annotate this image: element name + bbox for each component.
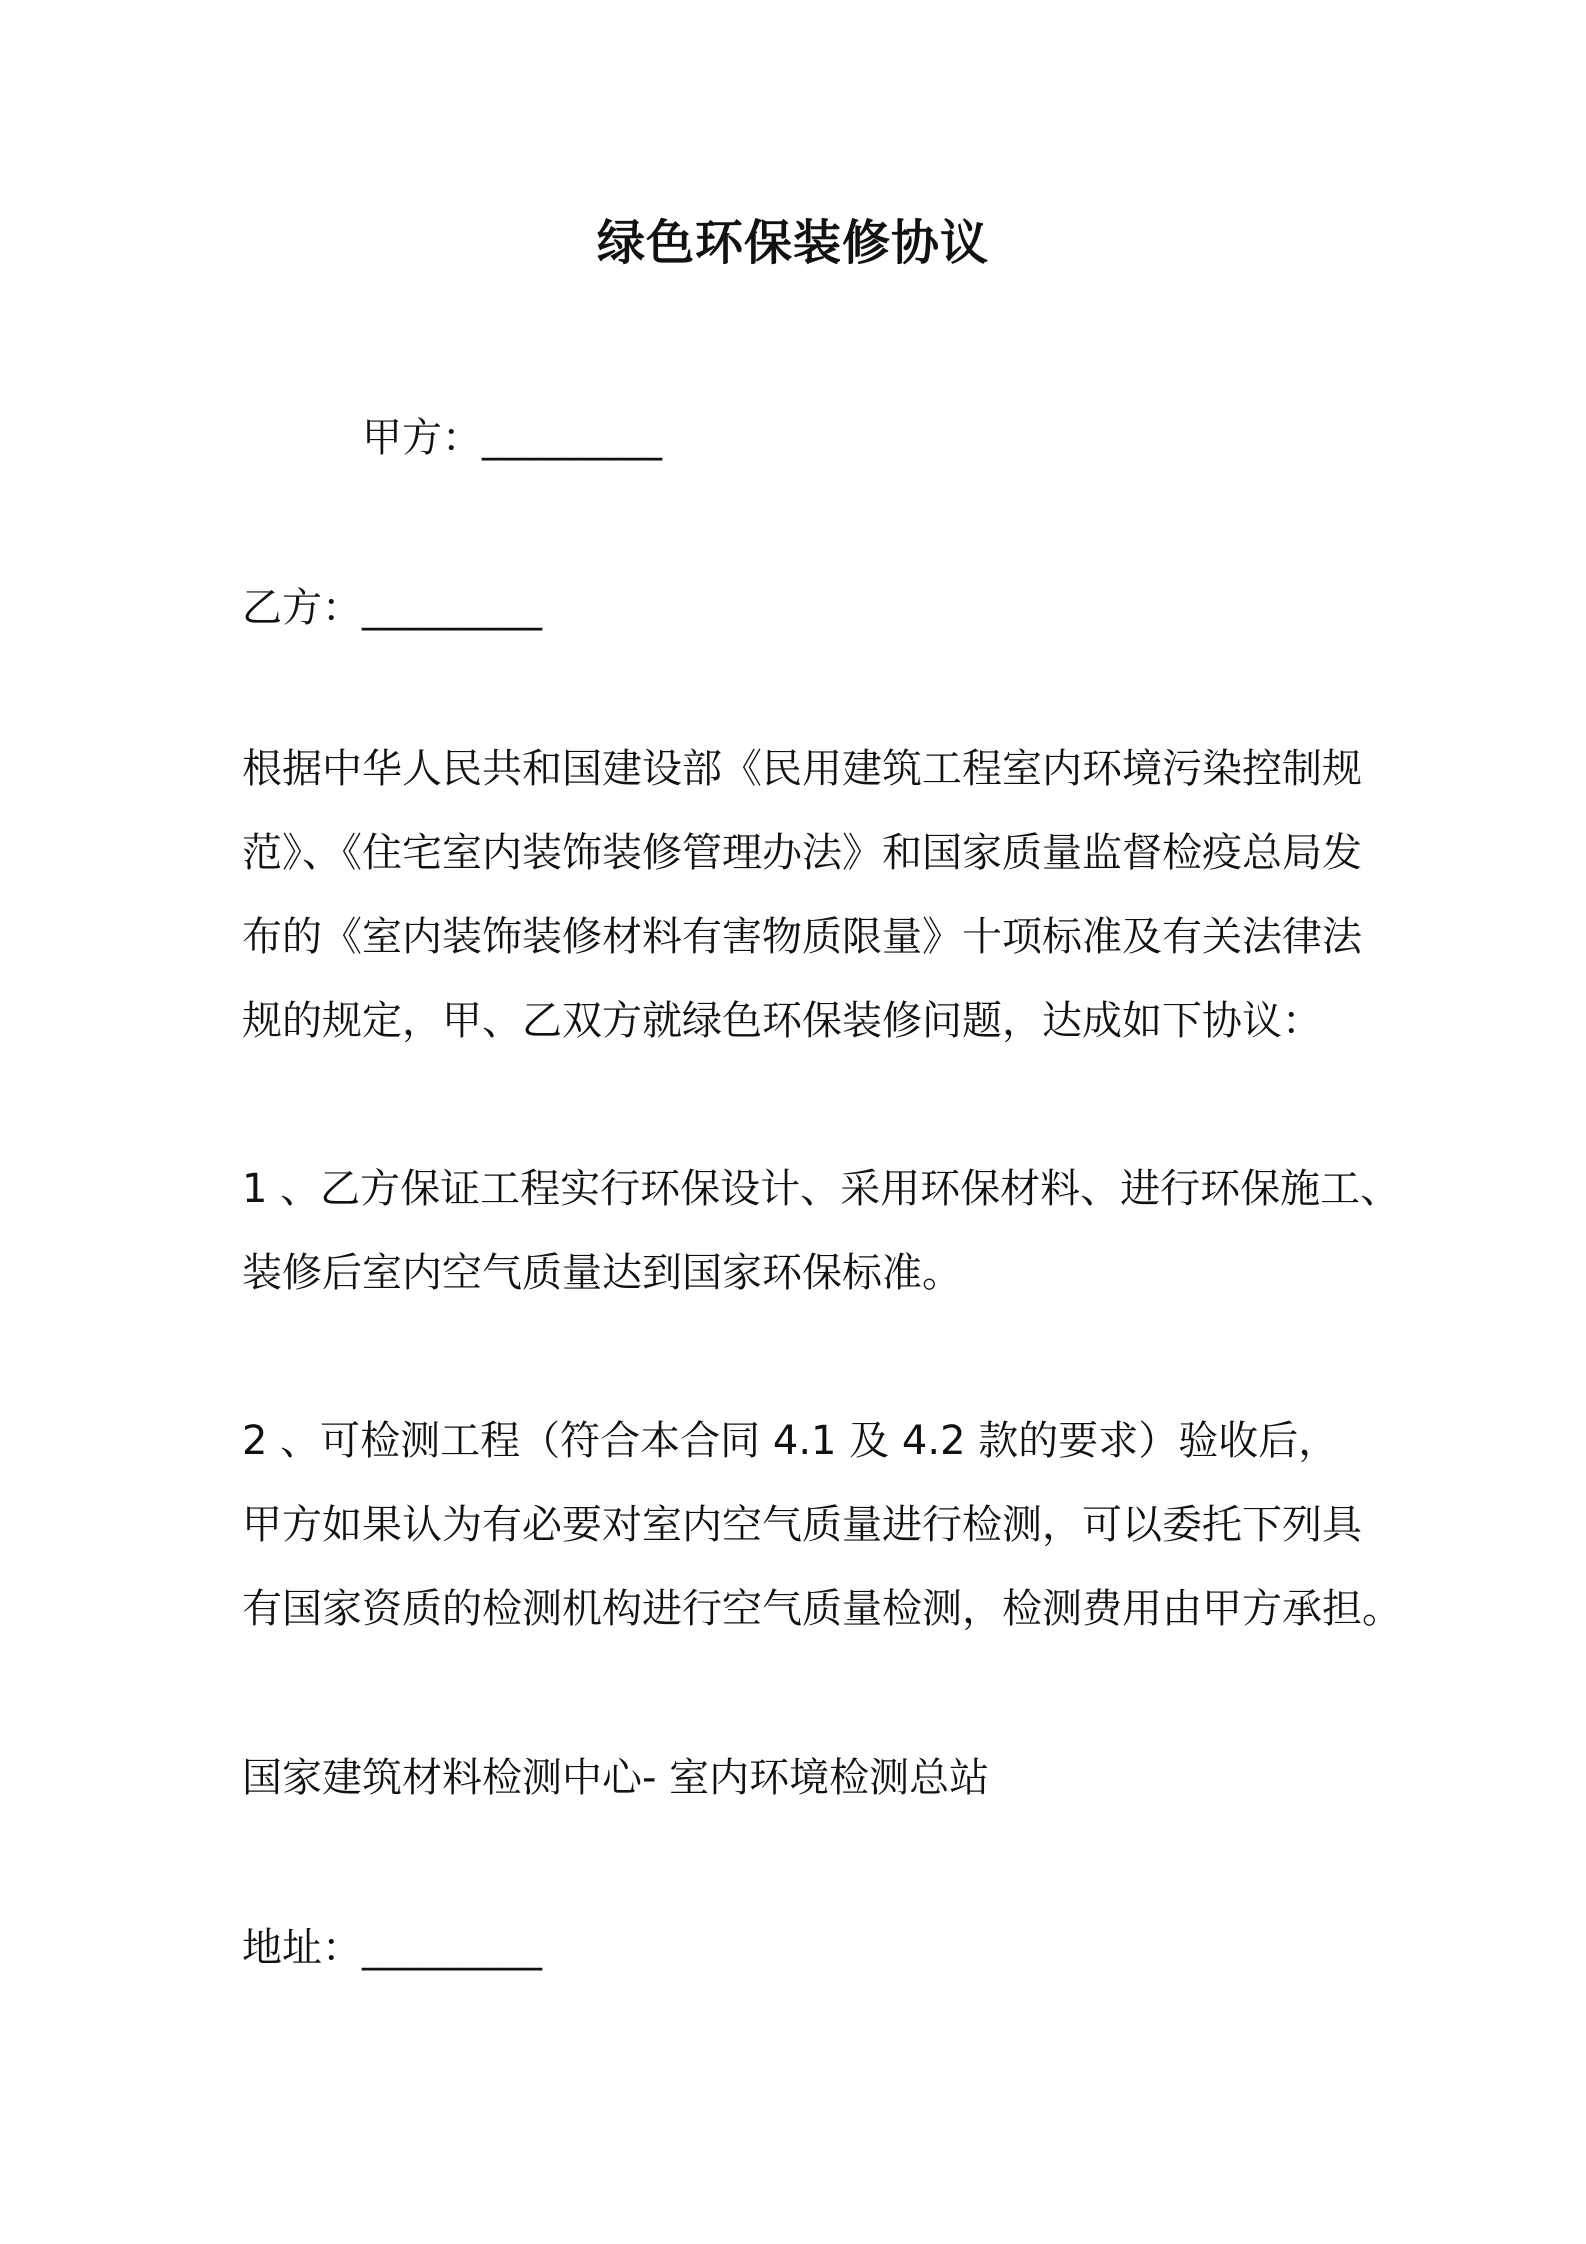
testing-agency-line: 国家建筑材料检测中心- 室内环境检测总站 <box>242 1755 990 1801</box>
clause-2-line: 甲方如果认为有必要对室内空气质量进行检测，可以委托下列具 <box>242 1502 1362 1548</box>
intro-line: 布的《室内装饰装修材料有害物质限量》十项标准及有关法律法 <box>242 914 1362 960</box>
intro-line: 根据中华人民共和国建设部《民用建筑工程室内环境污染控制规 <box>242 746 1362 792</box>
intro-paragraph <box>242 727 1392 1063</box>
clause-1-line: 装修后室内空气质量达到国家环保标准。 <box>242 1250 962 1296</box>
clause-1-line: 1 、乙方保证工程实行环保设计、采用环保材料、进行环保施工、 <box>242 1166 1401 1212</box>
address-line: 地址：_________ <box>242 1925 542 1971</box>
intro-line: 规的规定，甲、乙双方就绿色环保装修问题，达成如下协议： <box>242 998 1322 1044</box>
clause-2-line: 2 、可检测工程（符合本合同 4.1 及 4.2 款的要求）验收后， <box>242 1418 1339 1464</box>
party-b-line: 乙方：_________ <box>242 585 542 631</box>
document-title: 绿色环保装修协议 <box>596 215 989 271</box>
clause-2-paragraph <box>242 1399 1402 1651</box>
clause-2-line: 有国家资质的检测机构进行空气质量检测，检测费用由甲方承担。 <box>242 1586 1402 1632</box>
party-a-line: 甲方：_________ <box>362 415 662 461</box>
clause-1-paragraph <box>242 1147 1401 1315</box>
intro-line: 范》、《住宅室内装饰装修管理办法》和国家质量监督检疫总局发 <box>242 830 1362 876</box>
